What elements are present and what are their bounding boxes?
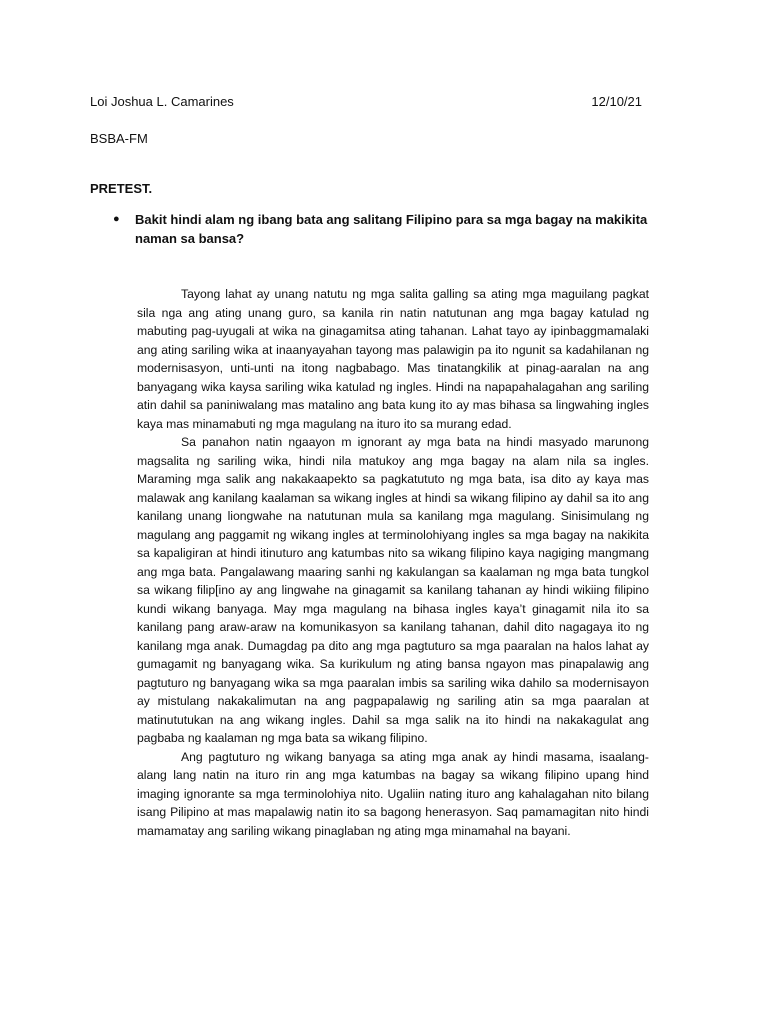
bullet-icon: ● <box>113 213 120 225</box>
essay-paragraph-3: Ang pagtuturo ng wikang banyaga sa ating mga anak ay hindi masama, isaalang-alang lang natin na ituro rin ang mga katumbas na bagay sa wikang filipino upang hind imaging ignorante sa mga terminolohiya nito. Ugaliin nating ituro ang kahalagahan nito bilang isang Pilipino at mas mapalawig natin ito sa bagong henerasyon. Saq pamamagitan nito hindi mamamatay ang sariling wikang pinaglaban ng ating mga minamahal na bayani. <box>137 749 649 838</box>
essay-paragraph-1: Tayong lahat ay unang natutu ng mga salita galling sa ating mga maguilang pagkat sila nga ang ating unang guro, sa kanila rin natin natutunan ang mga bagay katulad ng mabuting pag-uyugali at wika na ginagamitsa ating tahanan. Lahat tayo ay ipinbaggmamalaki ang ating sariling wika at inaanyayahan tayong mas palawigin pa ito ngunit sa kadahilanan ng modernisasyon, unti-unti na itong nagbabago. Mas tinatangkilik at pinag-aaralan na ang banyagang wika kaysa sariling wika katulad ng ingles. Hindi na napapahalagahan ang sariling atin dahil sa paniniwalang mas matalino ang bata kung ito ay mas bihasa sa lingwahing ingles kaya mas minamabuti ng mga magulang na ituro ito sa murang edad. <box>137 287 649 431</box>
essay-body <box>137 285 649 840</box>
course-label: BSBA-FM <box>90 131 148 146</box>
header-row <box>90 94 642 109</box>
author-name: Loi Joshua L. Camarines <box>90 94 234 109</box>
section-title: PRETEST. <box>90 181 153 196</box>
document-date: 12/10/21 <box>591 94 642 109</box>
question-item <box>113 210 653 248</box>
question-text: Bakit hindi alam ng ibang bata ang salitang Filipino para sa mga bagay na makikita naman sa bansa? <box>135 212 648 246</box>
essay-paragraph-2: Sa panahon natin ngaayon m ignorant ay mga bata na hindi masyado marunong magsalita ng sariling wika, hindi nila matukoy ang mga bagay na alam nila sa ingles. Maraming mga salik ang nakakaapekto sa pagkatututo ng mga bata, isa dito ay kaya mas malawak ang kanilang kaalaman sa wikang ingles at hindi sa wikang filipino ay dahil sa ito ang kanilang unang liongwahe na natutunan mula sa kanilang mga magulang. Sinisimulang ng magulang ang paggamit ng wikang ingles at terminolohiyang ingles sa mga bagay na nakikita sa kapaligiran at hindi itinuturo ang katumbas nito sa wikang filipino kaya nagiging mangmang ang mga bata. Pangalawang maaring sanhi ng kakulangan sa kaalaman ng mga bata tungkol sa wikang filip[ino ay ang lingwahe na ginagamit sa kanilang tahanan ay hindi wikiing filipino kundi wikang banyaga. May mga magulang na bihasa ingles kaya’t ginagamit nila ito sa kanilang pang araw-araw na komunikasyon sa kanilang tahanan, dahil dito nagagaya ito ng kanilang mga anak. Dumagdag pa dito ang mga pagtuturo sa mga paaralan na halos lahat ay gumagamit ng banyagang wika. Sa kurikulum ng ating bansa ngayon mas pinapalawig ang pagtuturo ng banyagang wika sa mga paaralan imbis sa sariling wika dahilo sa modernisayon ay mistulang nakakalimutan na ang pagpapalawig ng sariling atin sa mga paaralan at matinututukan na ang wikang ingles. Dahil sa mga salik na ito hindi na nakakagulat ang pagbaba ng kaalaman ng mga bata sa wikang filipino. <box>137 435 649 745</box>
